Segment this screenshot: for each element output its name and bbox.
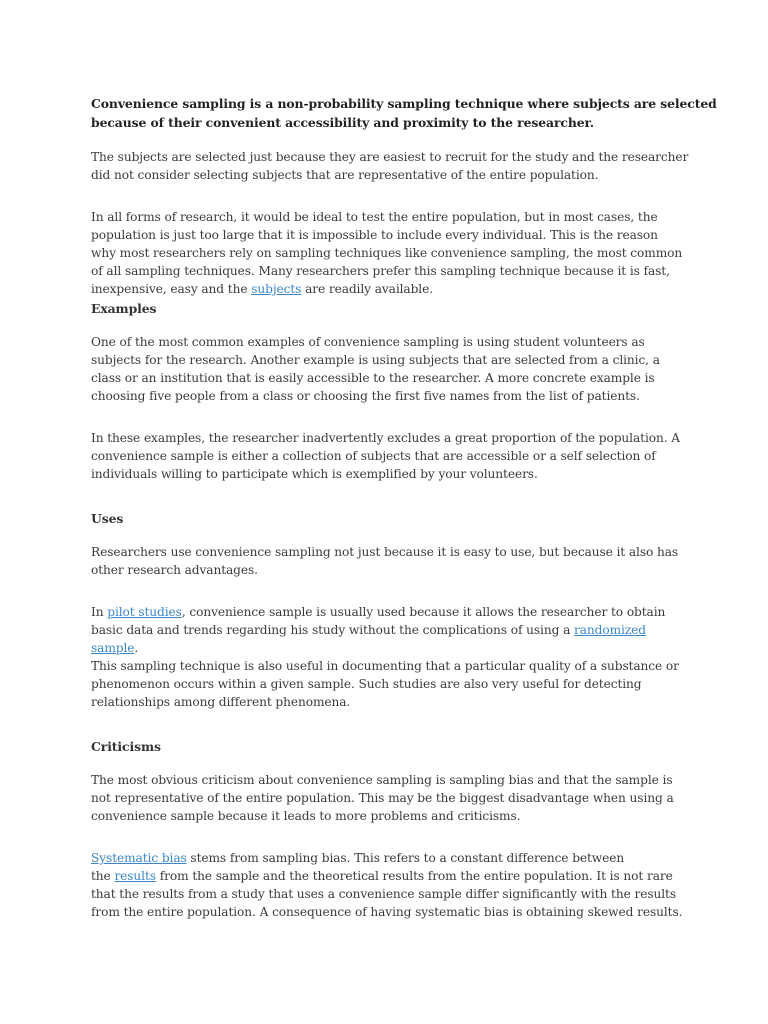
text-line <box>91 621 691 639</box>
systematic-bias-link[interactable]: Systematic bias <box>91 851 187 865</box>
text-segment: basic data and trends regarding his study without the complications of using a <box>91 623 575 637</box>
text-segment: . <box>134 641 139 655</box>
uses-heading: Uses <box>91 511 124 526</box>
text-line: did not consider selecting subjects that are representative of the entire population. <box>91 168 599 182</box>
text-line: choosing five people from a class or choosing the first five names from the list of patients. <box>91 389 640 403</box>
text-line: of all sampling techniques. Many researchers prefer this sampling technique because it is fast, <box>91 264 670 278</box>
text-line: why most researchers rely on sampling techniques like convenience sampling, the most common <box>91 246 683 260</box>
randomized-sample-link[interactable]: randomized <box>574 623 646 637</box>
examples-paragraph-1 <box>91 333 691 405</box>
uses-paragraph-1 <box>91 543 691 579</box>
text-line: The most obvious criticism about convenience sampling is sampling bias and that the sample is <box>91 773 673 787</box>
subjects-link[interactable]: subjects <box>251 282 302 296</box>
text-line <box>91 280 691 298</box>
examples-paragraph-2 <box>91 429 691 483</box>
text-line: individuals willing to participate which is exemplified by your volunteers. <box>91 467 538 481</box>
text-line: Researchers use convenience sampling not just because it is easy to use, but because it also has <box>91 545 679 559</box>
text-segment: the <box>91 869 115 883</box>
text-line: population is just too large that it is impossible to include every individual. This is the reason <box>91 228 658 242</box>
results-link[interactable]: results <box>114 869 156 883</box>
text-line: This sampling technique is also useful in documenting that a particular quality of a substance or <box>91 659 679 673</box>
text-line: convenience sample because it leads to more problems and criticisms. <box>91 809 521 823</box>
intro-paragraph-2 <box>91 208 691 298</box>
uses-paragraph-2 <box>91 603 691 711</box>
text-line: subjects for the research. Another example is using subjects that are selected from a clinic, a <box>91 353 660 367</box>
randomized-sample-link-cont[interactable]: sample <box>91 641 135 655</box>
text-line: not representative of the entire population. This may be the biggest disadvantage when using a <box>91 791 674 805</box>
lead-paragraph <box>91 94 717 132</box>
text-line: In all forms of research, it would be ideal to test the entire population, but in most cases, the <box>91 210 658 224</box>
text-line: from the entire population. A consequence of having systematic bias is obtaining skewed results. <box>91 905 683 919</box>
text-segment: inexpensive, easy and the <box>91 282 252 296</box>
text-line: One of the most common examples of convenience sampling is using student volunteers as <box>91 335 645 349</box>
text-segment: In <box>91 605 108 619</box>
text-line: relationships among different phenomena. <box>91 695 351 709</box>
text-segment: stems from sampling bias. This refers to a constant difference between <box>186 851 625 865</box>
intro-paragraph-1 <box>91 148 691 184</box>
text-line: because of their convenient accessibility and proximity to the researcher. <box>91 115 595 130</box>
criticisms-heading: Criticisms <box>91 739 161 754</box>
text-line: The subjects are selected just because they are easiest to recruit for the study and the researcher <box>91 150 689 164</box>
text-line: Convenience sampling is a non-probability sampling technique where subjects are selected <box>91 96 717 111</box>
criticisms-paragraph-1 <box>91 771 691 825</box>
text-line <box>91 639 691 657</box>
text-line <box>91 603 691 621</box>
text-line <box>91 849 691 867</box>
text-line: In these examples, the researcher inadvertently excludes a great proportion of the population. A <box>91 431 680 445</box>
text-segment: , convenience sample is usually used because it allows the researcher to obtain <box>181 605 666 619</box>
criticisms-paragraph-2 <box>91 849 691 921</box>
text-line: that the results from a study that uses a convenience sample differ significantly with the results <box>91 887 676 901</box>
text-segment: from the sample and the theoretical results from the entire population. It is not rare <box>155 869 673 883</box>
text-line: convenience sample is either a collection of subjects that are accessible or a self selection of <box>91 449 656 463</box>
text-line: other research advantages. <box>91 563 258 577</box>
examples-heading: Examples <box>91 301 157 316</box>
text-line: class or an institution that is easily accessible to the researcher. A more concrete example is <box>91 371 655 385</box>
text-line <box>91 867 691 885</box>
pilot-studies-link[interactable]: pilot studies <box>107 605 182 619</box>
text-line: phenomenon occurs within a given sample. Such studies are also very useful for detecting <box>91 677 642 691</box>
text-segment: are readily available. <box>301 282 433 296</box>
